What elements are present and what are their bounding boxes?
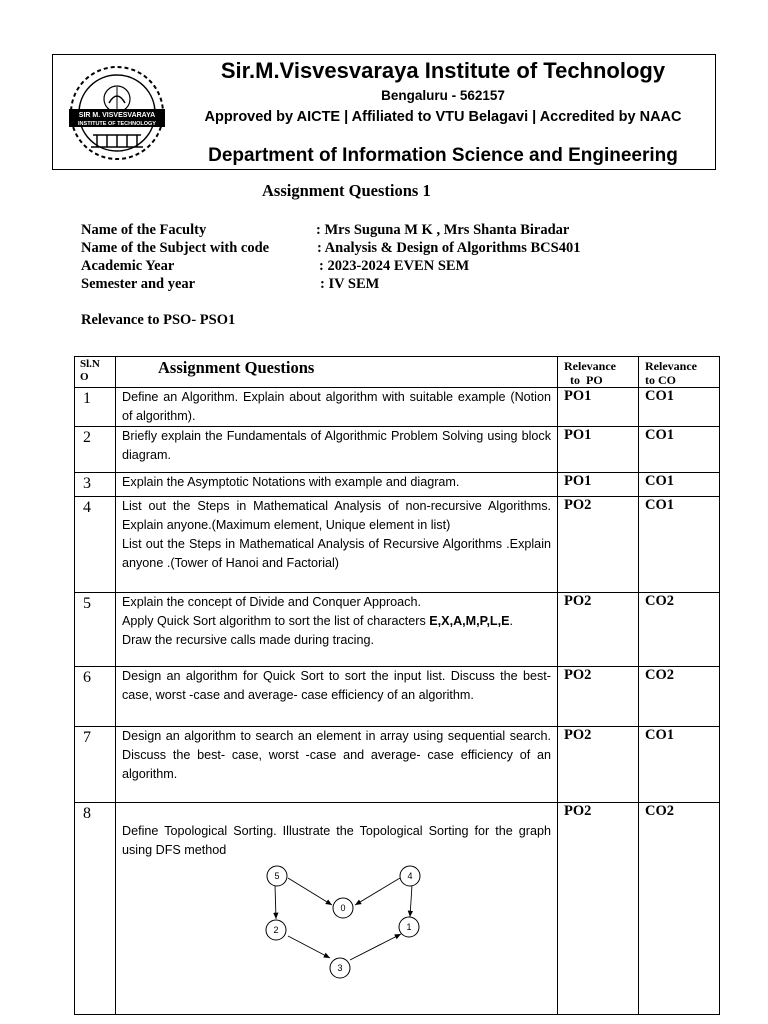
row-question bbox=[116, 593, 558, 667]
edge-2-3 bbox=[288, 936, 330, 958]
question-text: Define Topological Sorting. Illustrate the Topological Sorting for the graph using DFS method bbox=[122, 824, 551, 857]
edge-3-1 bbox=[350, 934, 401, 960]
table-row bbox=[75, 427, 720, 473]
row-sl-no: 7 bbox=[75, 727, 116, 803]
info-value: : IV SEM bbox=[320, 276, 380, 292]
info-label: Academic Year bbox=[81, 258, 175, 274]
institute-logo bbox=[63, 63, 171, 163]
logo-text-line1: SIR M. VISVESVARAYA bbox=[78, 112, 156, 119]
graph-node-label: 4 bbox=[407, 871, 413, 881]
row-co: CO1 bbox=[639, 473, 720, 497]
row-po: PO2 bbox=[558, 593, 639, 667]
row-sl-no: 2 bbox=[75, 427, 116, 473]
table-row bbox=[75, 803, 720, 1015]
assignment-table bbox=[74, 356, 720, 1015]
table-row bbox=[75, 388, 720, 427]
institute-header bbox=[52, 54, 716, 170]
row-sl-no: 1 bbox=[75, 388, 116, 427]
header-sl-no: Sl.N O bbox=[75, 357, 116, 388]
info-value: : Analysis & Design of Algorithms BCS401 bbox=[317, 240, 581, 256]
question-text-post: . Draw the recursive calls made during tracing. bbox=[122, 614, 514, 647]
edge-5-0 bbox=[288, 878, 332, 905]
row-question: Design an algorithm to search an element in array using sequential search. Discuss the best- case, worst -case and average- case efficiency of an algorithm. bbox=[116, 727, 558, 803]
row-po: PO2 bbox=[558, 667, 639, 727]
question-text-highlight: E,X,A,M,P,L,E bbox=[429, 614, 510, 628]
edge-4-0 bbox=[355, 878, 400, 905]
table-row bbox=[75, 497, 720, 593]
institute-name: Sir.M.Visvesvaraya Institute of Technology bbox=[220, 58, 666, 83]
info-label: Name of the Faculty bbox=[81, 222, 207, 238]
relevance-pso: Relevance to PSO- PSO1 bbox=[81, 312, 236, 328]
table-row bbox=[75, 727, 720, 803]
row-co: CO1 bbox=[639, 427, 720, 473]
table-header-row bbox=[75, 357, 720, 388]
info-label: Name of the Subject with code bbox=[81, 240, 270, 256]
row-sl-no: 4 bbox=[75, 497, 116, 593]
row-question bbox=[116, 803, 558, 1015]
logo-text-line2: INSTITUTE OF TECHNOLOGY bbox=[78, 121, 156, 127]
row-question: Explain the Asymptotic Notations with example and diagram. bbox=[116, 473, 558, 497]
department-name: Department of Information Science and Engineering bbox=[208, 145, 678, 166]
row-question: Briefly explain the Fundamentals of Algorithmic Problem Solving using block diagram. bbox=[116, 427, 558, 473]
row-po: PO2 bbox=[558, 727, 639, 803]
graph-node-label: 1 bbox=[406, 922, 412, 932]
row-co: CO2 bbox=[639, 803, 720, 1015]
info-value: : 2023-2024 EVEN SEM bbox=[319, 258, 470, 274]
row-po: PO2 bbox=[558, 497, 639, 593]
edge-5-2 bbox=[275, 885, 276, 919]
row-co: CO1 bbox=[639, 727, 720, 803]
table-row bbox=[75, 667, 720, 727]
graph-figure bbox=[122, 860, 551, 995]
question-text-pre: Explain the concept of Divide and Conquer Approach. Apply Quick Sort algorithm to sort the list of characters bbox=[122, 595, 426, 628]
institute-approvals: Approved by AICTE | Affiliated to VTU Belagavi | Accredited by NAAC bbox=[204, 109, 682, 125]
row-co: CO1 bbox=[639, 388, 720, 427]
table-row bbox=[75, 593, 720, 667]
row-po: PO1 bbox=[558, 473, 639, 497]
row-sl-no: 3 bbox=[75, 473, 116, 497]
info-label: Semester and year bbox=[81, 276, 196, 292]
row-co: CO1 bbox=[639, 497, 720, 593]
institute-city: Bengaluru - 562157 bbox=[381, 88, 505, 103]
info-value: : Mrs Suguna M K , Mrs Shanta Biradar bbox=[316, 222, 570, 238]
row-co: CO2 bbox=[639, 667, 720, 727]
row-question: Design an algorithm for Quick Sort to sort the input list. Discuss the best- case, worst -case and average- case efficiency of an algorithm. bbox=[116, 667, 558, 727]
header-po: Relevance to PO bbox=[558, 357, 639, 388]
header-question: Assignment Questions bbox=[116, 357, 558, 388]
row-po: PO1 bbox=[558, 388, 639, 427]
header-co: Relevance to CO bbox=[639, 357, 720, 388]
row-sl-no: 5 bbox=[75, 593, 116, 667]
row-po: PO1 bbox=[558, 427, 639, 473]
row-co: CO2 bbox=[639, 593, 720, 667]
graph-node-label: 2 bbox=[273, 925, 279, 935]
row-sl-no: 8 bbox=[75, 803, 116, 1015]
row-po: PO2 bbox=[558, 803, 639, 1015]
row-sl-no: 6 bbox=[75, 667, 116, 727]
row-question: Define an Algorithm. Explain about algorithm with suitable example (Notion of algorithm). bbox=[116, 388, 558, 427]
edge-4-1 bbox=[410, 885, 412, 917]
table-row bbox=[75, 473, 720, 497]
dag-graph bbox=[264, 864, 434, 992]
page-title: Assignment Questions 1 bbox=[262, 181, 431, 200]
graph-node-label: 3 bbox=[337, 963, 343, 973]
graph-node-label: 5 bbox=[274, 871, 280, 881]
graph-node-label: 0 bbox=[340, 903, 346, 913]
row-question: List out the Steps in Mathematical Analysis of non-recursive Algorithms. Explain anyone.(Maximum element, Unique element in list) List out the Steps in Mathematical Analysis of Recursive Algorithms .Explain anyone .(Tower of Hanoi and Factorial) bbox=[116, 497, 558, 593]
